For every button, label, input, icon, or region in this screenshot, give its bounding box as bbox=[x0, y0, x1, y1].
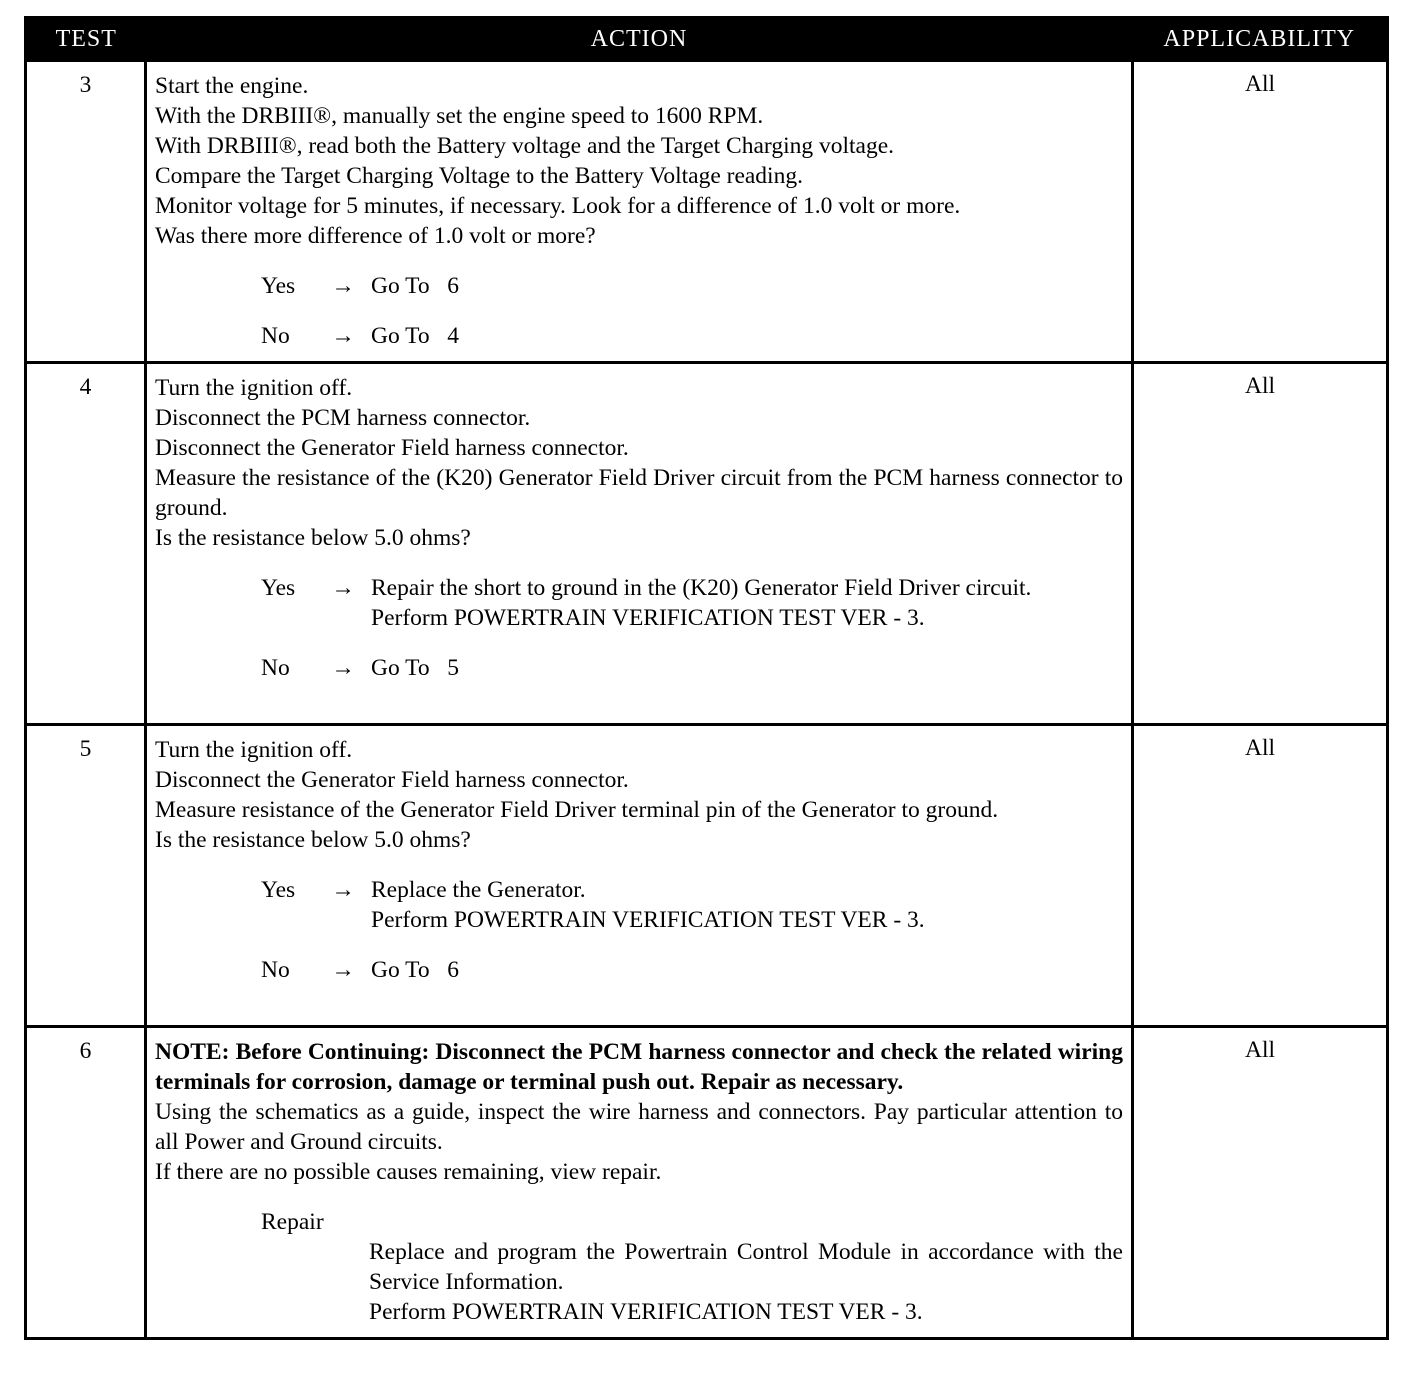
action-line: Compare the Target Charging Voltage to the Battery Voltage reading. bbox=[155, 163, 803, 189]
test-number: 4 bbox=[26, 363, 146, 725]
result-text: Go To 6 bbox=[371, 957, 460, 983]
action-line: Turn the ignition off. bbox=[155, 375, 353, 401]
test-number: 5 bbox=[26, 725, 146, 1027]
action-line: Was there more difference of 1.0 volt or more? bbox=[155, 223, 596, 249]
action-line: Turn the ignition off. bbox=[155, 737, 353, 763]
result-text: Repair the short to ground in the (K20) Generator Field Driver circuit. bbox=[371, 575, 1032, 601]
diagnostic-test-table bbox=[24, 16, 1389, 1340]
result-label: Yes bbox=[261, 877, 296, 903]
result-label: No bbox=[261, 655, 290, 681]
table-header-row bbox=[26, 18, 1388, 61]
arrow-right-icon: → bbox=[331, 957, 355, 983]
repair-text: Replace and program the Powertrain Control Module in accordance with the Service Information. bbox=[369, 1239, 1123, 1295]
result-text-block bbox=[371, 875, 1123, 935]
action-cell bbox=[146, 363, 1133, 725]
note-text: NOTE: Before Continuing: Disconnect the PCM harness connector and check the related wiring terminals for corrosion, damage or terminal push out. Repair as necessary. bbox=[155, 1039, 1123, 1095]
table-row bbox=[26, 61, 1388, 363]
action-line: Measure resistance of the Generator Field Driver terminal pin of the Generator to ground. bbox=[155, 797, 999, 823]
result-label: No bbox=[261, 323, 290, 349]
result-text: Perform POWERTRAIN VERIFICATION TEST VER - 3. bbox=[371, 605, 925, 631]
action-line: Disconnect the Generator Field harness connector. bbox=[155, 435, 629, 461]
action-line: Disconnect the Generator Field harness connector. bbox=[155, 767, 629, 793]
result-no bbox=[261, 955, 1123, 985]
action-line: Measure the resistance of the (K20) Generator Field Driver circuit from the PCM harness connector to ground. bbox=[155, 465, 1123, 521]
result-text-block bbox=[371, 573, 1123, 633]
action-line: If there are no possible causes remaining, view repair. bbox=[155, 1159, 662, 1185]
action-line: Using the schematics as a guide, inspect the wire harness and connectors. Pay particular attention to all Power and Ground circuits. bbox=[155, 1099, 1123, 1155]
action-line: Is the resistance below 5.0 ohms? bbox=[155, 525, 471, 551]
action-line: With DRBIII®, read both the Battery voltage and the Target Charging voltage. bbox=[155, 133, 895, 159]
action-line: Start the engine. bbox=[155, 73, 309, 99]
result-label: No bbox=[261, 957, 290, 983]
table-row bbox=[26, 1027, 1388, 1339]
arrow-right-icon: → bbox=[331, 323, 355, 349]
table-row bbox=[26, 725, 1388, 1027]
arrow-right-icon: → bbox=[331, 655, 355, 681]
result-label: Yes bbox=[261, 273, 296, 299]
applicability-value: All bbox=[1133, 1027, 1388, 1339]
applicability-value: All bbox=[1133, 61, 1388, 363]
result-yes bbox=[261, 271, 1123, 301]
table-row bbox=[26, 363, 1388, 725]
action-line: Disconnect the PCM harness connector. bbox=[155, 405, 531, 431]
header-test: TEST bbox=[26, 18, 146, 61]
repair-text: Perform POWERTRAIN VERIFICATION TEST VER - 3. bbox=[369, 1299, 923, 1325]
arrow-right-icon: → bbox=[331, 877, 355, 903]
applicability-value: All bbox=[1133, 363, 1388, 725]
header-action: ACTION bbox=[146, 18, 1133, 61]
applicability-value: All bbox=[1133, 725, 1388, 1027]
test-number: 3 bbox=[26, 61, 146, 363]
result-label: Yes bbox=[261, 575, 296, 601]
test-number: 6 bbox=[26, 1027, 146, 1339]
action-cell bbox=[146, 1027, 1133, 1339]
result-text: Replace the Generator. bbox=[371, 877, 586, 903]
repair-label: Repair bbox=[261, 1209, 324, 1235]
result-text: Go To 4 bbox=[371, 323, 460, 349]
action-cell bbox=[146, 725, 1133, 1027]
action-cell bbox=[146, 61, 1133, 363]
result-text: Go To 6 bbox=[371, 273, 460, 299]
action-line: Is the resistance below 5.0 ohms? bbox=[155, 827, 471, 853]
action-line: With the DRBIII®, manually set the engine speed to 1600 RPM. bbox=[155, 103, 764, 129]
arrow-right-icon: → bbox=[331, 575, 355, 601]
result-no bbox=[261, 653, 1123, 683]
action-line: Monitor voltage for 5 minutes, if necessary. Look for a difference of 1.0 volt or more. bbox=[155, 193, 961, 219]
header-applicability: APPLICABILITY bbox=[1133, 18, 1388, 61]
result-no bbox=[261, 321, 1123, 351]
result-text: Go To 5 bbox=[371, 655, 460, 681]
result-yes bbox=[261, 573, 1123, 633]
result-yes bbox=[261, 875, 1123, 935]
arrow-right-icon: → bbox=[331, 273, 355, 299]
result-text: Perform POWERTRAIN VERIFICATION TEST VER - 3. bbox=[371, 907, 925, 933]
